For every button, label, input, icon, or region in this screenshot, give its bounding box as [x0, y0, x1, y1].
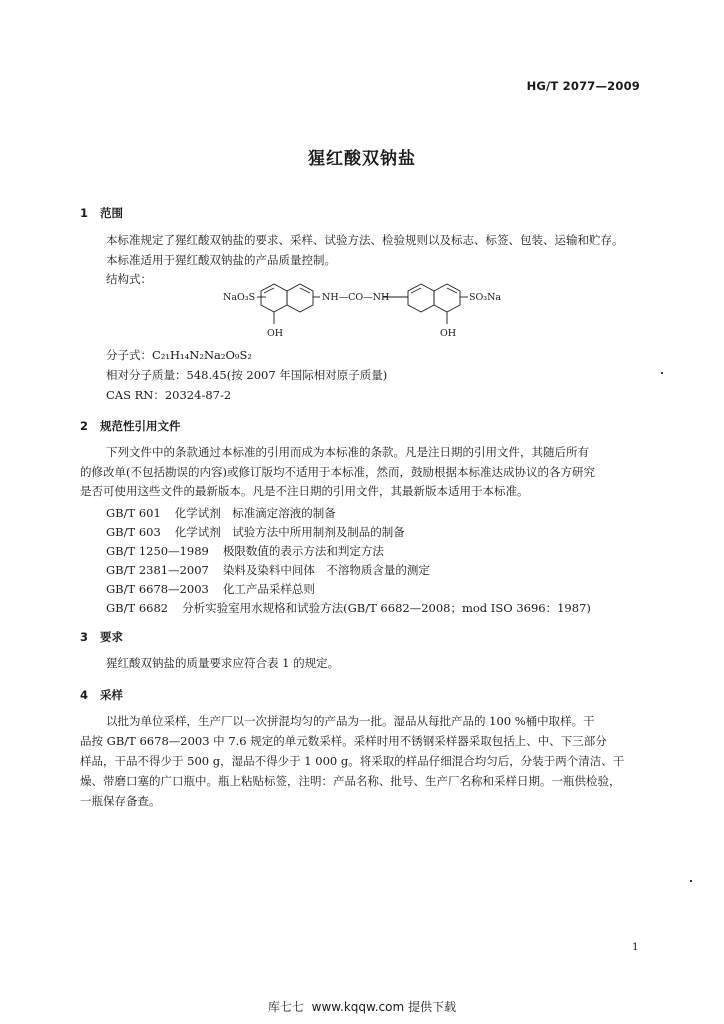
section-title: 采样 [100, 688, 123, 702]
site-url[interactable]: www.kqqw.com [311, 1000, 405, 1014]
reference-code: GB/T 601 [106, 506, 161, 520]
sulfonate-group-right: SO₃Na [469, 292, 502, 303]
paragraph-line: 是否可使用这些文件的最新版本。凡是不注日期的引用文件，其最新版本适用于本标准。 [80, 484, 529, 498]
standard-number: HG/T 2077—2009 [526, 79, 640, 93]
reference-item [106, 543, 384, 559]
reference-code: GB/T 6678—2003 [106, 582, 209, 596]
section-number: 3 [80, 630, 89, 644]
section-number: 4 [80, 688, 89, 702]
reference-title: 化学试剂 标准滴定溶液的制备 [174, 506, 336, 520]
structural-formula [200, 280, 540, 346]
page-number: 1 [632, 941, 639, 953]
paragraph-line: 一瓶保存备查。 [80, 794, 161, 808]
reference-code: GB/T 1250—1989 [106, 544, 209, 558]
reference-item [106, 562, 430, 578]
reference-title: 化学试剂 试验方法中所用制剂及制品的制备 [174, 525, 405, 539]
paragraph-line: 下列文件中的条款通过本标准的引用而成为本标准的条款。凡是注日期的引用文件，其随后所有 [106, 445, 589, 459]
section-title: 规范性引用文件 [100, 419, 181, 433]
paragraph-line: 以批为单位采样，生产厂以一次拼混均匀的产品为一批。湿品从每批产品的 100 %桶中取样。干 [106, 714, 595, 728]
paragraph-line: 本标准适用于猩红酸双钠盐的产品质量控制。 [106, 253, 336, 267]
scan-speck [661, 372, 663, 374]
reference-code: GB/T 2381—2007 [106, 563, 209, 577]
paragraph-line: 猩红酸双钠盐的质量要求应符合表 1 的规定。 [106, 656, 340, 670]
sulfonate-group-left: NaO₃S [223, 292, 256, 303]
section-4-heading [80, 687, 123, 703]
footer-tagline: 提供下载 [408, 1000, 457, 1014]
section-number: 2 [80, 419, 89, 433]
scan-speck [690, 880, 692, 882]
download-footer [0, 998, 724, 1015]
cas-number: CAS RN：20324-87-2 [106, 388, 232, 402]
reference-item [106, 524, 405, 540]
section-3-heading [80, 629, 123, 645]
hydroxyl-label: OH [267, 328, 284, 339]
section-title: 要求 [100, 630, 123, 644]
paragraph-line: 本标准规定了猩红酸双钠盐的要求、采样、试验方法、检验规则以及标志、标签、包装、运输和贮存。 [106, 233, 624, 247]
molecular-mass: 相对分子质量：548.45(按 2007 年国际相对原子质量) [106, 368, 388, 382]
document-title: 猩红酸双钠盐 [308, 149, 416, 169]
urea-linker: NH—CO—NH [322, 292, 390, 303]
section-1-heading [80, 205, 123, 221]
reference-title: 极限数值的表示方法和判定方法 [222, 544, 384, 558]
reference-title: 染料及染料中间体 不溶物质含量的测定 [222, 563, 430, 577]
paragraph-line: 结构式： [106, 272, 152, 286]
molecular-formula: 分子式：C₂₁H₁₄N₂Na₂O₉S₂ [106, 348, 252, 362]
reference-title: 化工产品采样总则 [222, 582, 315, 596]
section-title: 范围 [100, 206, 123, 220]
site-name: 库七七 [267, 1000, 304, 1014]
reference-title: 分析实验室用水规格和试验方法(GB/T 6682—2008；mod ISO 3696：1987) [182, 601, 591, 615]
reference-code: GB/T 603 [106, 525, 161, 539]
paragraph-line: 样品，干品不得少于 500 g，湿品不得少于 1 000 g。将采取的样品仔细混合均匀后，分装于两个清洁、干 [80, 754, 625, 768]
paragraph-line: 燥、带磨口塞的广口瓶中。瓶上粘贴标签，注明：产品名称、批号、生产厂名称和采样日期。一瓶供检验， [80, 774, 621, 788]
reference-item [106, 581, 315, 597]
section-number: 1 [80, 206, 89, 220]
hydroxyl-label: OH [440, 328, 457, 339]
paragraph-line: 品按 GB/T 6678—2003 中 7.6 规定的单元数采样。采样时用不锈钢采样器采取包括上、中、下三部分 [80, 734, 607, 748]
reference-code: GB/T 6682 [106, 601, 169, 615]
section-2-heading [80, 418, 181, 434]
reference-item [106, 600, 591, 616]
reference-item [106, 505, 336, 521]
paragraph-line: 的修改单(不包括勘误的内容)或修订版均不适用于本标准，然而，鼓励根据本标准达成协议的各方研究 [80, 465, 595, 479]
